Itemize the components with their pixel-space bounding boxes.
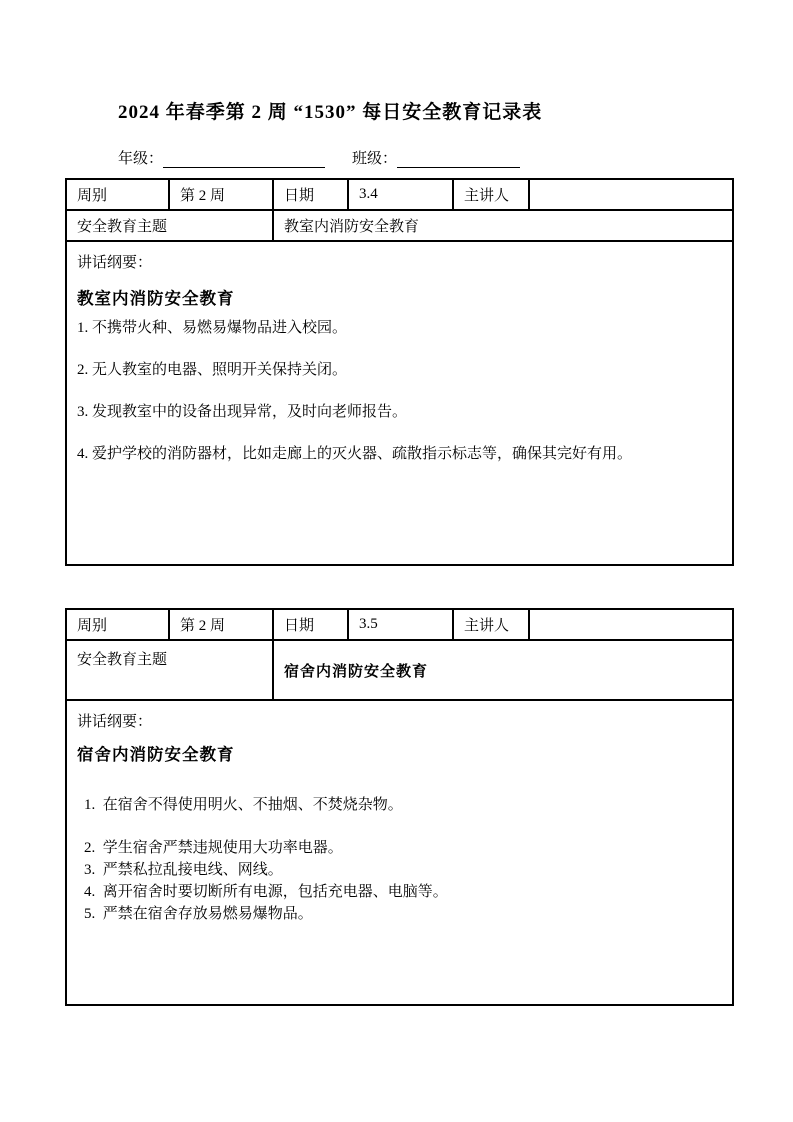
list-item: 3. 发现教室中的设备出现异常，及时向老师报告。	[77, 404, 408, 420]
grade-blank-field[interactable]	[163, 151, 325, 168]
outline-content-cell	[66, 700, 733, 1005]
page-title: 2024 年春季第 2 周 “1530” 每日安全教育记录表	[118, 102, 543, 123]
speaker-label-cell: 主讲人	[453, 609, 529, 640]
speaker-value-cell[interactable]	[529, 609, 733, 640]
outline-label: 讲话纲要：	[77, 714, 153, 730]
speaker-label-cell: 主讲人	[453, 179, 529, 210]
table-row	[66, 179, 733, 210]
grade-class-line	[118, 147, 520, 168]
content-heading: 教室内消防安全教育	[77, 290, 235, 308]
speaker-value-cell[interactable]	[529, 179, 733, 210]
week-value-cell: 第 2 周	[169, 609, 273, 640]
week-label-cell: 周别	[66, 609, 169, 640]
topic-label-cell: 安全教育主题	[66, 640, 273, 700]
list-item: 3. 严禁私拉乱接电线、网线。	[84, 862, 283, 878]
table-row	[66, 210, 733, 241]
list-item: 4. 爱护学校的消防器材，比如走廊上的灭火器、疏散指示标志等，确保其完好有用。	[77, 446, 633, 462]
date-value-cell: 3.5	[348, 609, 453, 640]
content-heading: 宿舍内消防安全教育	[77, 746, 235, 764]
date-value-cell: 3.4	[348, 179, 453, 210]
record-table-1	[65, 178, 734, 566]
class-blank-field[interactable]	[397, 151, 520, 168]
outline-label: 讲话纲要：	[77, 255, 153, 271]
topic-value-cell: 教室内消防安全教育	[273, 210, 733, 241]
list-item: 2. 学生宿舍严禁违规使用大功率电器。	[84, 840, 343, 856]
list-item: 1. 不携带火种、易燃易爆物品进入校园。	[77, 320, 348, 336]
list-item: 1. 在宿舍不得使用明火、不抽烟、不焚烧杂物。	[84, 797, 403, 813]
grade-label: 年级：	[118, 151, 164, 167]
table-row	[66, 609, 733, 640]
topic-label-cell: 安全教育主题	[66, 210, 273, 241]
table-row	[66, 640, 733, 700]
list-item: 4. 离开宿舍时要切断所有电源，包括充电器、电脑等。	[84, 884, 448, 900]
table-row	[66, 241, 733, 565]
outline-content-cell	[66, 241, 733, 565]
date-label-cell: 日期	[273, 179, 348, 210]
list-item: 5. 严禁在宿舍存放易燃易爆物品。	[84, 906, 313, 922]
date-label-cell: 日期	[273, 609, 348, 640]
topic-value-cell: 宿舍内消防安全教育	[273, 640, 733, 700]
record-table-2	[65, 608, 734, 1006]
class-label: 班级：	[352, 151, 398, 167]
list-item: 2. 无人教室的电器、照明开关保持关闭。	[77, 362, 348, 378]
week-label-cell: 周别	[66, 179, 169, 210]
week-value-cell: 第 2 周	[169, 179, 273, 210]
table-row	[66, 700, 733, 1005]
